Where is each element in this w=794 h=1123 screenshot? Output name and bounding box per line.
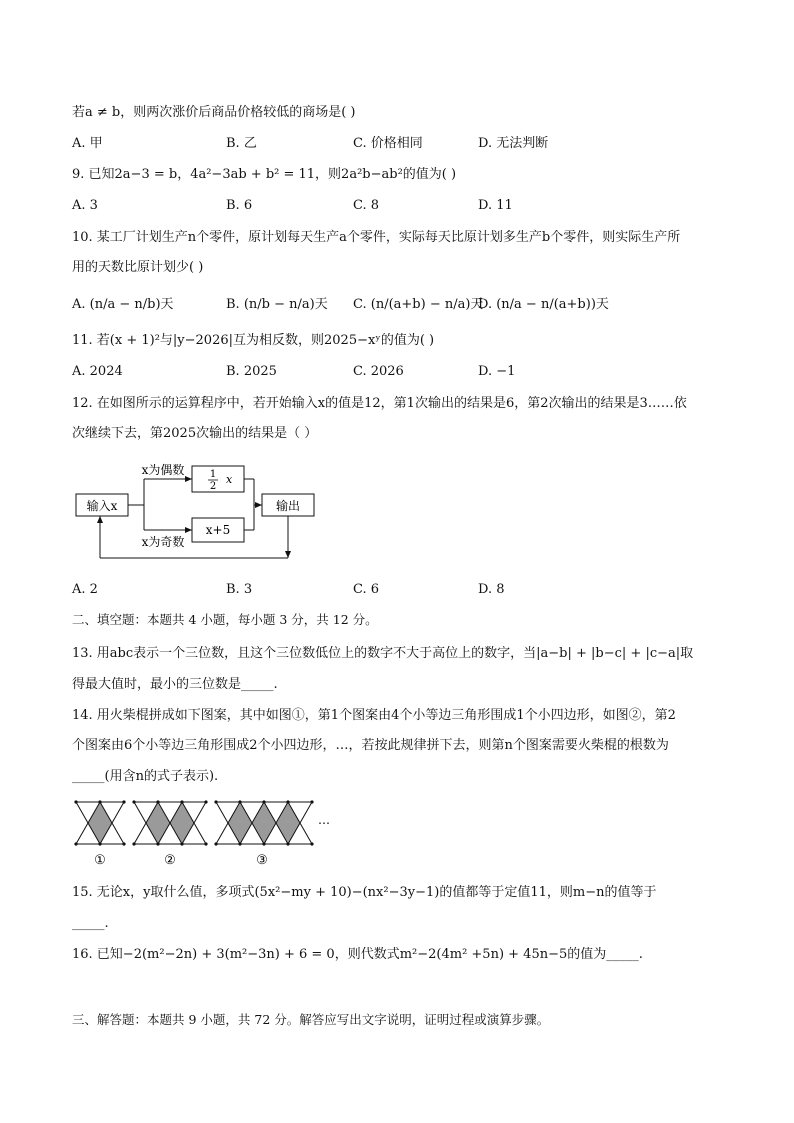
matchstick-joint <box>132 842 135 845</box>
half-variable: x <box>226 473 233 486</box>
q13-line2: 得最大值时，最小的三位数是_____. <box>72 677 278 692</box>
q13-line1: 13. 用abc表示一个三位数，且这个三位数低位上的数字不大于高位上的数字，当|a−b| + |b−c| + |c−a|取 <box>72 646 694 661</box>
matchstick-joint <box>238 800 241 803</box>
q12-stem-line2: 次继续下去，第2025次输出的结果是（ ） <box>72 426 318 441</box>
q8-option-d: D. 无法判断 <box>478 136 549 151</box>
matchstick-joint <box>98 842 101 845</box>
q9-option-b: B. 6 <box>226 198 253 213</box>
half-denominator: 2 <box>209 481 217 492</box>
q10-option-c: C. (n/(a+b) − n/a)天 <box>353 297 484 312</box>
q12-flowchart <box>70 456 330 568</box>
q9-options <box>72 197 732 215</box>
q11-option-d: D. −1 <box>478 364 516 379</box>
matchstick-joint <box>262 842 265 845</box>
matchstick-joint <box>74 800 77 803</box>
matchstick-joint <box>214 800 217 803</box>
matchstick-joint <box>98 800 101 803</box>
q16-line1: 16. 已知−2(m²−2n) + 3(m²−3n) + 6 = 0，则代数式m²−2(4m² +5n) + 45n−5的值为_____. <box>72 947 643 962</box>
q8-option-c: C. 价格相同 <box>353 136 423 151</box>
q15-line2: _____. <box>72 916 109 931</box>
q10-option-b: B. (n/b − n/a)天 <box>226 297 328 312</box>
q14-matchstick-figure <box>70 798 340 870</box>
q11-option-b: B. 2025 <box>226 364 277 379</box>
matchstick-joint <box>122 842 125 845</box>
even-label: x为偶数 <box>141 463 185 477</box>
q9-option-c: C. 8 <box>353 198 380 213</box>
matchstick-joint <box>156 842 159 845</box>
q14-line1: 14. 用火柴棍拼成如下图案，其中如图①，第1个图案由4个小等边三角形围成1个小四边形，如图②，第2 <box>72 708 676 723</box>
q11-option-a: A. 2024 <box>72 364 123 379</box>
pattern-2-label: ② <box>164 853 176 868</box>
matchstick-joint <box>238 842 241 845</box>
q10-option-a: A. (n/a − n/b)天 <box>72 297 174 312</box>
q8-stem: 若a ≠ b，则两次涨价后商品价格较低的商场是( ) <box>72 105 356 120</box>
pattern-ellipsis: … <box>318 813 330 827</box>
plus-five-label: x+5 <box>205 523 231 537</box>
q8-option-b: B. 乙 <box>226 136 257 151</box>
q12-stem-line1: 12. 在如图所示的运算程序中，若开始输入x的值是12，第1次输出的结果是6，第2次输出的结果是3……依 <box>72 396 687 411</box>
q12-options <box>72 581 732 599</box>
matchstick-joint <box>214 842 217 845</box>
q9-option-d: D. 11 <box>478 198 513 213</box>
pattern-3-label: ③ <box>256 853 268 868</box>
q14-line3: _____(用含n的式子表示). <box>72 769 219 784</box>
shaded-rhombus <box>170 802 194 844</box>
matchstick-joint <box>286 800 289 803</box>
shaded-rhombus <box>146 802 170 844</box>
q10-stem-line1: 10. 某工厂计划生产n个零件，原计划每天生产a个零件，实际每天比原计划多生产b个零件，则实际生产所 <box>72 230 681 245</box>
matchstick-joint <box>286 842 289 845</box>
q12-option-c: C. 6 <box>353 582 380 597</box>
shaded-rhombus <box>276 802 300 844</box>
q15-line1: 15. 无论x，y取什么值，多项式(5x²−my + 10)−(nx²−3y−1)的值都等于定值11，则m−n的值等于 <box>72 885 657 900</box>
matchstick-joint <box>310 842 313 845</box>
q12-option-a: A. 2 <box>72 582 98 597</box>
shaded-rhombus <box>228 802 252 844</box>
matchstick-joint <box>122 800 125 803</box>
shaded-rhombus <box>88 802 112 844</box>
half-numerator: 1 <box>209 469 217 480</box>
q8-options <box>72 135 732 153</box>
q8-option-a: A. 甲 <box>72 136 103 151</box>
pattern-2 <box>132 800 207 845</box>
q10-option-d: D. (n/a − n/(a+b))天 <box>478 297 609 312</box>
q11-option-c: C. 2026 <box>353 364 404 379</box>
input-label: 输入x <box>86 499 118 513</box>
odd-label: x为奇数 <box>141 535 185 549</box>
matchstick-joint <box>132 800 135 803</box>
output-label: 输出 <box>275 499 301 513</box>
shaded-rhombus <box>252 802 276 844</box>
matchstick-joint <box>180 842 183 845</box>
matchstick-joint <box>262 800 265 803</box>
q10-stem-line2: 用的天数比原计划少( ) <box>72 260 204 275</box>
q10-options <box>72 296 732 314</box>
section-3-title: 三、解答题：本题共 9 小题，共 72 分。解答应写出文字说明，证明过程或演算步骤。 <box>72 1012 550 1027</box>
matchstick-joint <box>74 842 77 845</box>
q11-stem: 11. 若(x + 1)²与|y−2026|互为相反数，则2025−xʸ的值为( ) <box>72 333 435 348</box>
matchstick-joint <box>156 800 159 803</box>
pattern-3 <box>214 800 313 845</box>
matchstick-joint <box>204 842 207 845</box>
q9-stem: 9. 已知2a−3 = b，4a²−3ab + b² = 11，则2a²b−ab²的值为( ) <box>72 167 457 182</box>
matchstick-joint <box>310 800 313 803</box>
section-2-title: 二、填空题：本题共 4 小题，每小题 3 分，共 12 分。 <box>72 612 378 627</box>
q9-option-a: A. 3 <box>72 198 98 213</box>
q12-option-b: B. 3 <box>226 582 253 597</box>
matchstick-joint <box>204 800 207 803</box>
pattern-1-label: ① <box>94 853 106 868</box>
q14-line2: 个图案由6个小等边三角形围成2个小四边形，…，若按此规律拼下去，则第n个图案需要火柴棍的根数为 <box>72 738 669 753</box>
half-box <box>192 466 244 492</box>
q11-options <box>72 363 732 381</box>
q12-option-d: D. 8 <box>478 582 505 597</box>
matchstick-joint <box>180 800 183 803</box>
pattern-1 <box>74 800 125 845</box>
